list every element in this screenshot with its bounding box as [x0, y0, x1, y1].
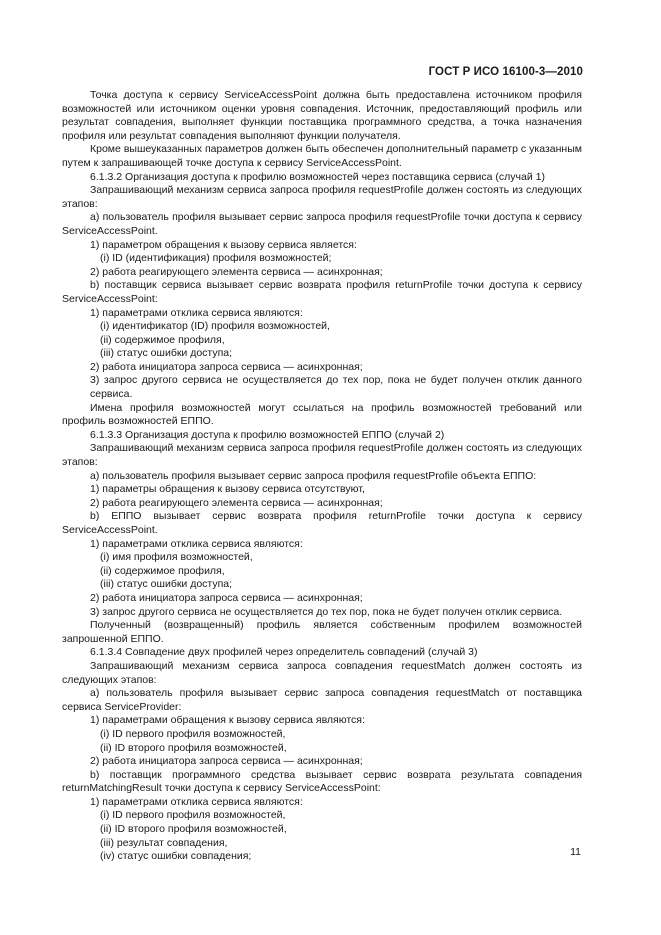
paragraph: Имена профиля возможностей могут ссылаться на профиль возможностей требований или профиль возможностей ЕППО.: [62, 401, 582, 428]
paragraph: a) пользователь профиля вызывает сервис запроса профиля requestProfile точки доступа к сервису ServiceAccessPoint.: [62, 211, 582, 237]
paragraph: (i) ID (идентификация) профиля возможностей;: [100, 252, 332, 265]
paragraph: a) пользователь профиля вызывает сервис запроса совпадения requestMatch от поставщика сервиса ServiceProvider:: [62, 687, 582, 713]
paragraph: 1) параметром обращения к вызову сервиса является:: [90, 238, 357, 251]
document-code-header: ГОСТ Р ИСО 16100-3—2010: [428, 66, 583, 78]
paragraph: 2) работа реагирующего элемента сервиса — асинхронная;: [90, 496, 383, 509]
paragraph: (ii) ID второго профиля возможностей,: [100, 741, 287, 754]
paragraph: (iii) результат совпадения,: [100, 836, 228, 849]
paragraph: 2) работа реагирующего элемента сервиса — асинхронная;: [90, 265, 383, 278]
paragraph: 3) запрос другого сервиса не осуществляется до тех пор, пока не будет получен отклик сервиса.: [90, 605, 563, 618]
paragraph: Полученный (возвращенный) профиль является собственным профилем возможностей запрошенной ЕППО.: [62, 619, 582, 645]
paragraph: Запрашивающий механизм сервиса запроса профиля requestProfile должен состоять из следующих этапов:: [62, 184, 582, 210]
paragraph: Точка доступа к сервису ServiceAccessPoint должна быть предоставлена источником профиля возможностей или источником оценки уровня совпадения. Источник, предоставляющий профиль или результат совпадения, выполняет функции поставщика программного средства, а точка назначения профиля или результат совпадения выполняют функции получателя.: [62, 89, 582, 142]
paragraph: (i) ID первого профиля возможностей,: [100, 727, 286, 740]
paragraph: 2) работа инициатора запроса сервиса — асинхронная;: [90, 755, 363, 768]
paragraph: 6.1.3.3 Организация доступа к профилю возможностей ЕППО (случай 2): [90, 428, 445, 441]
paragraph: Запрашивающий механизм сервиса запроса совпадения requestMatch должен состоять из следующих этапов:: [62, 659, 582, 686]
paragraph: (iv) статус ошибки совпадения;: [100, 850, 252, 863]
paragraph: (i) идентификатор (ID) профиля возможностей,: [100, 320, 330, 333]
paragraph: (i) ID первого профиля возможностей,: [100, 809, 286, 822]
paragraph: 1) параметры обращения к вызову сервиса отсутствуют,: [90, 483, 365, 496]
paragraph: 1) параметрами отклика сервиса являются:: [90, 537, 303, 550]
paragraph: (ii) ID второго профиля возможностей,: [100, 823, 287, 836]
paragraph: (i) имя профиля возможностей,: [100, 551, 253, 564]
paragraph: 2) работа инициатора запроса сервиса — асинхронная;: [90, 591, 363, 604]
paragraph: Кроме вышеуказанных параметров должен быть обеспечен дополнительный параметр с указанным путем к запрашивающей точке доступа к сервису ServiceAccessPoint.: [62, 143, 582, 169]
paragraph: a) пользователь профиля вызывает сервис запроса профиля requestProfile объекта ЕППО:: [90, 469, 537, 482]
document-body: [62, 89, 582, 864]
paragraph: Запрашивающий механизм сервиса запроса профиля requestProfile должен состоять из следующих этапов:: [62, 442, 582, 469]
paragraph: 1) параметрами обращения к вызову сервиса являются:: [90, 714, 365, 727]
paragraph: (iii) статус ошибки доступа;: [100, 347, 233, 360]
paragraph: 2) работа инициатора запроса сервиса — асинхронная;: [90, 360, 363, 373]
paragraph: 6.1.3.2 Организация доступа к профилю возможностей через поставщика сервиса (случай 1): [90, 170, 545, 183]
paragraph: b) поставщик программного средства вызывает сервис возврата результата совпадения returnMatchingResult точки доступа к сервису ServiceAccessPoint:: [62, 768, 582, 795]
paragraph: (ii) содержимое профиля,: [100, 333, 225, 346]
paragraph: 1) параметрами отклика сервиса являются:: [90, 306, 303, 319]
paragraph: 3) запрос другого сервиса не осуществляется до тех пор, пока не будет получен отклик данного сервиса.: [90, 374, 582, 401]
page-number: 11: [570, 846, 581, 858]
paragraph: b) поставщик сервиса вызывает сервис возврата профиля returnProfile точки доступа к сервису ServiceAccessPoint:: [62, 279, 582, 305]
paragraph: 6.1.3.4 Совпадение двух профилей через определитель совпадений (случай 3): [90, 646, 478, 659]
paragraph: b) ЕППО вызывает сервис возврата профиля returnProfile точки доступа к сервису ServiceAccessPoint.: [62, 510, 582, 536]
paragraph: (ii) содержимое профиля,: [100, 564, 225, 577]
paragraph: 1) параметрами отклика сервиса являются:: [90, 795, 303, 808]
paragraph: (iii) статус ошибки доступа;: [100, 578, 233, 591]
